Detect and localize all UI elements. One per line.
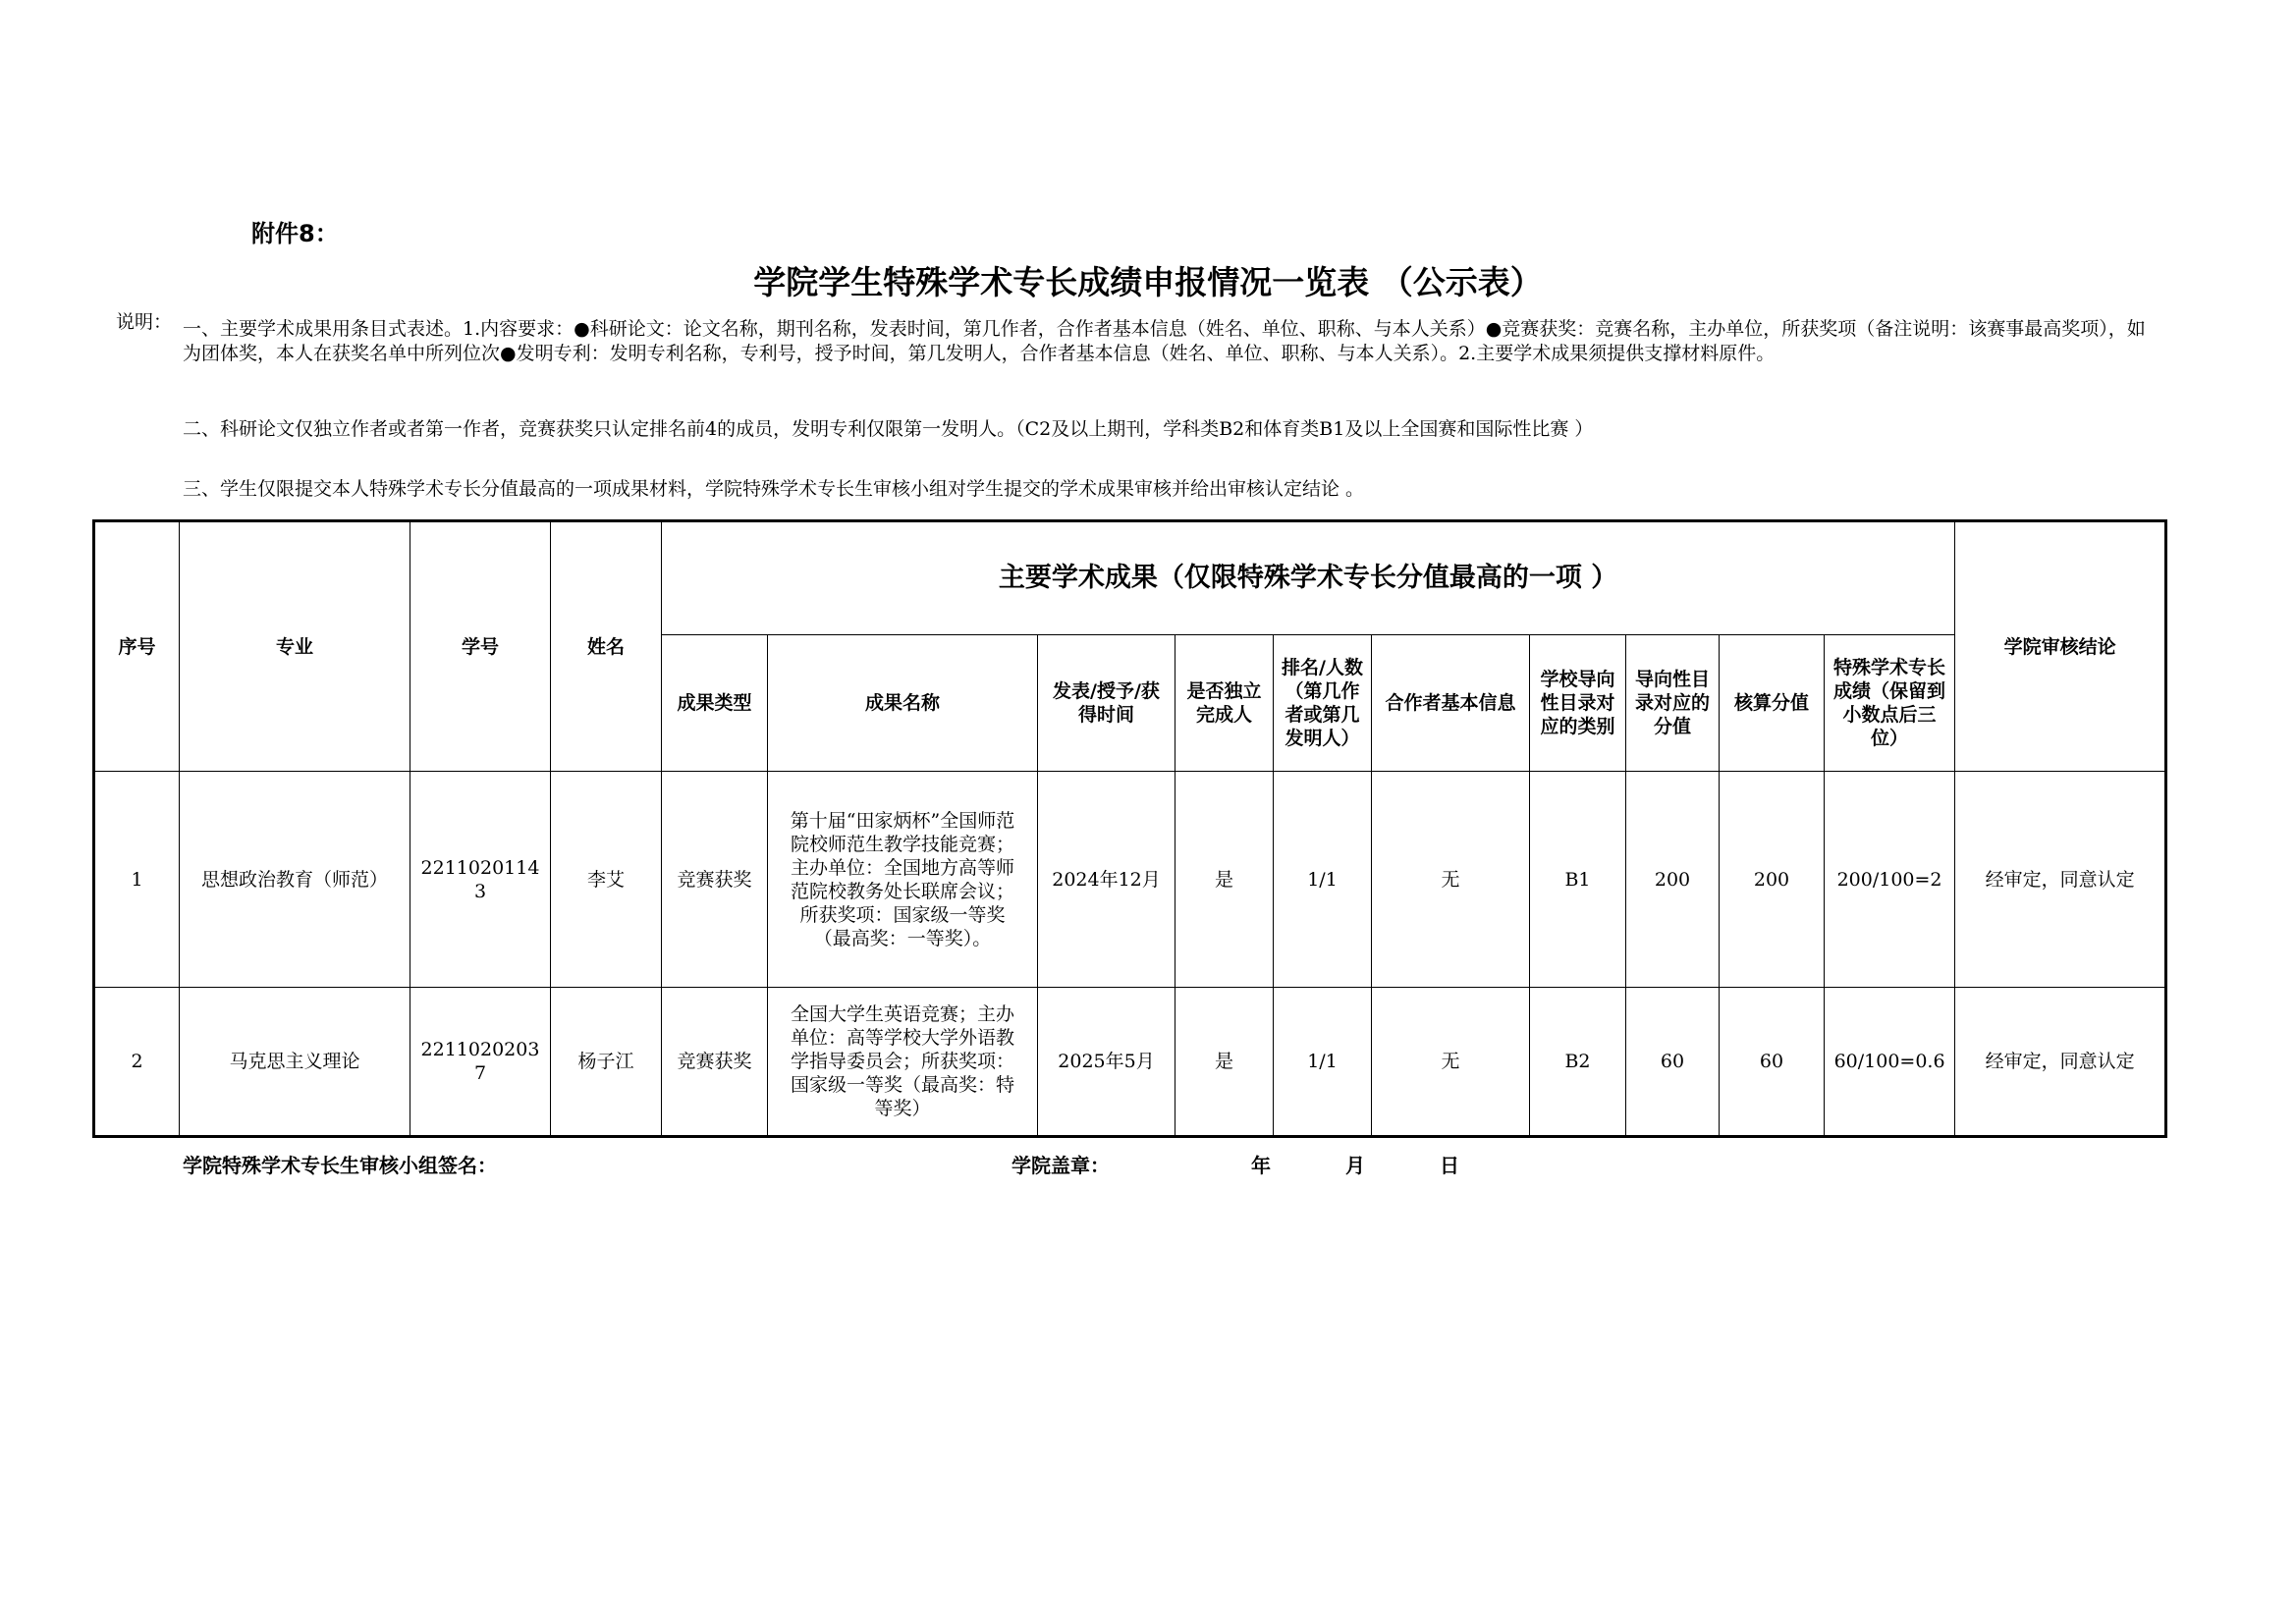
cell-calc-score: 200	[1720, 772, 1825, 988]
header-date: 发表/授予/获得时间	[1038, 635, 1175, 772]
header-collaborators: 合作者基本信息	[1372, 635, 1530, 772]
cell-student-id: 22110202037	[410, 988, 551, 1137]
cell-score-value: 60	[1626, 988, 1720, 1137]
cell-calc-score: 60	[1720, 988, 1825, 1137]
attachment-label: 附件8：	[251, 220, 339, 247]
cell-independent: 是	[1175, 772, 1274, 988]
header-achievement: 成果名称	[768, 635, 1038, 772]
header-type: 成果类型	[662, 635, 768, 772]
cell-category: B1	[1530, 772, 1626, 988]
cell-conclusion: 经审定，同意认定	[1955, 988, 2166, 1137]
header-score-value: 导向性目录对应的分值	[1626, 635, 1720, 772]
seal-label: 学院盖章：	[1011, 1154, 1110, 1177]
cell-rank: 1/1	[1274, 772, 1372, 988]
cell-date: 2025年5月	[1038, 988, 1175, 1137]
header-main-achievement: 主要学术成果（仅限特殊学术专长分值最高的一项 ）	[662, 521, 1955, 635]
signature-label: 学院特殊学术专长生审核小组签名：	[183, 1154, 497, 1177]
table-row	[94, 772, 2166, 988]
cell-major: 思想政治教育（师范）	[180, 772, 410, 988]
header-name: 姓名	[551, 521, 662, 772]
cell-major: 马克思主义理论	[180, 988, 410, 1137]
cell-student-id: 22110201143	[410, 772, 551, 988]
cell-achievement: 第十届“田家炳杯”全国师范院校师范生教学技能竞赛；主办单位：全国地方高等师范院校教务处长联席会议；所获奖项：国家级一等奖（最高奖：一等奖）。	[768, 772, 1038, 988]
cell-rank: 1/1	[1274, 988, 1372, 1137]
cell-final-score: 60/100=0.6	[1825, 988, 1955, 1137]
page-title: 学院学生特殊学术专长成绩申报情况一览表 （公示表）	[753, 263, 1543, 301]
date-month-label: 月	[1345, 1154, 1365, 1177]
cell-achievement: 全国大学生英语竞赛；主办单位：高等学校大学外语教学指导委员会；所获奖项：国家级一等奖（最高奖：特等奖）	[768, 988, 1038, 1137]
cell-type: 竞赛获奖	[662, 772, 768, 988]
table-row	[94, 988, 2166, 1137]
note-2: 二、科研论文仅独立作者或者第一作者，竞赛获奖只认定排名前4的成员，发明专利仅限第一发明人。（C2及以上期刊，学科类B2和体育类B1及以上全国赛和国际性比赛 ）	[183, 418, 1594, 440]
cell-date: 2024年12月	[1038, 772, 1175, 988]
note-1: 一、主要学术成果用条目式表述。1.内容要求：●科研论文：论文名称，期刊名称，发表时间，第几作者，合作者基本信息（姓名、单位、职称、与本人关系）●竞赛获奖：竞赛名称，主办单位，所获奖项（备注说明：该赛事最高奖项），如为团体奖，本人在获奖名单中所列位次●发明专利：发明专利名称，专利号，授予时间，第几发明人，合作者基本信息（姓名、单位、职称、与本人关系）。2.主要学术成果须提供支撑材料原件。	[183, 318, 2146, 364]
header-index: 序号	[94, 521, 180, 772]
header-major: 专业	[180, 521, 410, 772]
cell-name: 杨子江	[551, 988, 662, 1137]
cell-independent: 是	[1175, 988, 1274, 1137]
header-final-score: 特殊学术专长成绩（保留到小数点后三位）	[1825, 635, 1955, 772]
cell-conclusion: 经审定，同意认定	[1955, 772, 2166, 988]
header-calc-score: 核算分值	[1720, 635, 1825, 772]
notes-label: 说明：	[116, 311, 173, 333]
cell-name: 李艾	[551, 772, 662, 988]
cell-index: 1	[94, 772, 180, 988]
cell-collaborators: 无	[1372, 772, 1530, 988]
cell-index: 2	[94, 988, 180, 1137]
cell-category: B2	[1530, 988, 1626, 1137]
header-student-id: 学号	[410, 521, 551, 772]
cell-collaborators: 无	[1372, 988, 1530, 1137]
note-3: 三、学生仅限提交本人特殊学术专长分值最高的一项成果材料，学院特殊学术专长生审核小组对学生提交的学术成果审核并给出审核认定结论 。	[183, 478, 1365, 500]
achievement-table	[92, 519, 2167, 1138]
header-rank: 排名/人数（第几作者或第几发明人）	[1274, 635, 1372, 772]
cell-type: 竞赛获奖	[662, 988, 768, 1137]
header-category: 学校导向性目录对应的类别	[1530, 635, 1626, 772]
header-conclusion: 学院审核结论	[1955, 521, 2166, 772]
cell-final-score: 200/100=2	[1825, 772, 1955, 988]
date-year-label: 年	[1251, 1154, 1271, 1177]
cell-score-value: 200	[1626, 772, 1720, 988]
date-day-label: 日	[1440, 1154, 1459, 1177]
header-independent: 是否独立完成人	[1175, 635, 1274, 772]
